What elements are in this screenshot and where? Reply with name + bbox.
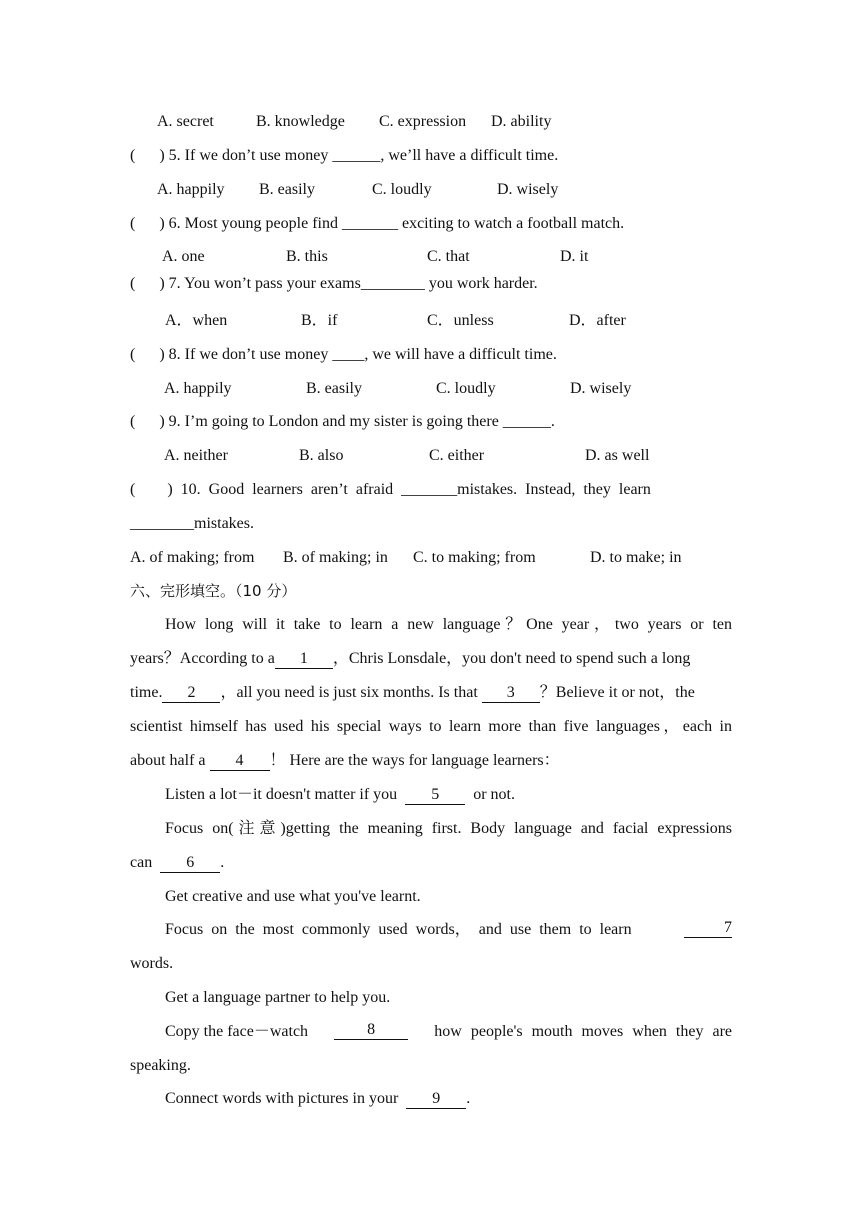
q4-option-d: D. ability <box>491 113 552 130</box>
q7-option-b: B．if <box>301 312 338 329</box>
cloze-paragraph-1-line-1: How long will it take to learn a new language？One year，two years or ten <box>165 616 732 633</box>
text-segment: Copy the face－watch <box>165 1023 309 1040</box>
blank-8: 8 <box>334 1021 408 1040</box>
cloze-paragraph-5-line-1 <box>165 919 732 941</box>
q4-option-a: A. secret <box>157 113 214 130</box>
cloze-paragraph-3-line-2 <box>130 852 732 874</box>
text-segment: years？According to a <box>130 650 275 667</box>
blank-2: 2 <box>162 684 220 703</box>
q10-option-a: A. of making; from <box>130 549 255 566</box>
cloze-paragraph-3-line-1: Focus on(注意)getting the meaning first. Body language and facial expressions <box>165 820 732 837</box>
text-segment: ，all you need is just six months. Is that <box>220 684 478 701</box>
q6-option-d: D. it <box>560 248 589 265</box>
text-segment: ？Believe it or not，the <box>539 684 695 701</box>
cloze-paragraph-6: Get a language partner to help you. <box>165 989 391 1006</box>
text-segment: . <box>220 854 225 871</box>
text-segment: can <box>130 854 153 871</box>
q6-option-a: A. one <box>162 248 205 265</box>
question-10-continued: ________mistakes. <box>130 515 254 532</box>
q5-option-d: D. wisely <box>497 181 559 198</box>
q4-option-b: B. knowledge <box>256 113 345 130</box>
q8-option-b: B. easily <box>306 380 362 397</box>
q8-option-d: D. wisely <box>570 380 632 397</box>
cloze-paragraph-5-line-2: words. <box>130 955 174 972</box>
text-segment: how people's mouth moves when they are <box>434 1023 732 1040</box>
section-heading: 六、完形填空。（10 分） <box>130 582 297 600</box>
text-segment: time. <box>130 684 163 701</box>
text-segment: Focus on the most commonly used words， and use them to learn <box>165 921 632 938</box>
text-segment: Connect words with pictures in your <box>165 1090 399 1107</box>
blank-6: 6 <box>160 854 220 873</box>
q6-option-c: C. that <box>427 248 470 265</box>
text-segment: about half a <box>130 752 206 769</box>
q9-option-a: A. neither <box>164 447 228 464</box>
cloze-paragraph-1-line-5 <box>130 750 732 772</box>
cloze-paragraph-4: Get creative and use what you've learnt. <box>165 888 421 905</box>
q8-option-a: A. happily <box>164 380 232 397</box>
q5-option-c: C. loudly <box>372 181 432 198</box>
question-10: ( ) 10. Good learners aren’t afraid _______mistakes. Instead, they learn <box>130 481 651 498</box>
q10-option-c: C. to making; from <box>413 549 536 566</box>
blank-7: 7 <box>684 919 732 938</box>
question-8: ( ) 8. If we don’t use money ____, we will have a difficult time. <box>130 346 557 363</box>
text-segment: or not. <box>473 786 515 803</box>
q5-option-a: A. happily <box>157 181 225 198</box>
cloze-paragraph-7-line-2: speaking. <box>130 1057 191 1074</box>
q6-option-b: B. this <box>286 248 328 265</box>
text-segment: ，Chris Lonsdale，you don't need to spend such a long <box>332 650 691 667</box>
text-segment: ！ Here are the ways for language learners： <box>269 752 560 769</box>
q9-option-b: B. also <box>299 447 344 464</box>
blank-3: 3 <box>482 684 540 703</box>
q7-option-c: C．unless <box>427 312 494 329</box>
blank-5: 5 <box>405 786 465 805</box>
q10-option-d: D. to make; in <box>590 549 682 566</box>
q8-option-c: C. loudly <box>436 380 496 397</box>
blank-9: 9 <box>406 1090 466 1109</box>
text-segment: . <box>466 1090 471 1107</box>
q10-option-b: B. of making; in <box>283 549 388 566</box>
q7-option-a: A．when <box>165 312 228 329</box>
q4-option-c: C. expression <box>379 113 467 130</box>
question-9: ( ) 9. I’m going to London and my sister is going there ______. <box>130 413 555 430</box>
blank-4: 4 <box>210 752 270 771</box>
cloze-paragraph-8 <box>165 1088 732 1110</box>
text-segment: Listen a lot－it doesn't matter if you <box>165 786 398 803</box>
cloze-paragraph-2 <box>165 784 732 806</box>
blank-1: 1 <box>275 650 333 669</box>
cloze-paragraph-1-line-2 <box>130 648 732 670</box>
q9-option-c: C. either <box>429 447 485 464</box>
cloze-paragraph-1-line-4: scientist himself has used his special ways to learn more than five languages，each in <box>130 718 732 735</box>
q9-option-d: D. as well <box>585 447 650 464</box>
q5-option-b: B. easily <box>259 181 315 198</box>
q7-option-d: D．after <box>569 312 626 329</box>
cloze-paragraph-1-line-3 <box>130 682 732 704</box>
cloze-paragraph-7-line-1 <box>165 1021 732 1043</box>
question-5: ( ) 5. If we don’t use money ______, we’ll have a difficult time. <box>130 147 559 164</box>
question-7: ( ) 7. You won’t pass your exams________ you work harder. <box>130 275 538 292</box>
question-6: ( ) 6. Most young people find _______ exciting to watch a football match. <box>130 215 625 232</box>
